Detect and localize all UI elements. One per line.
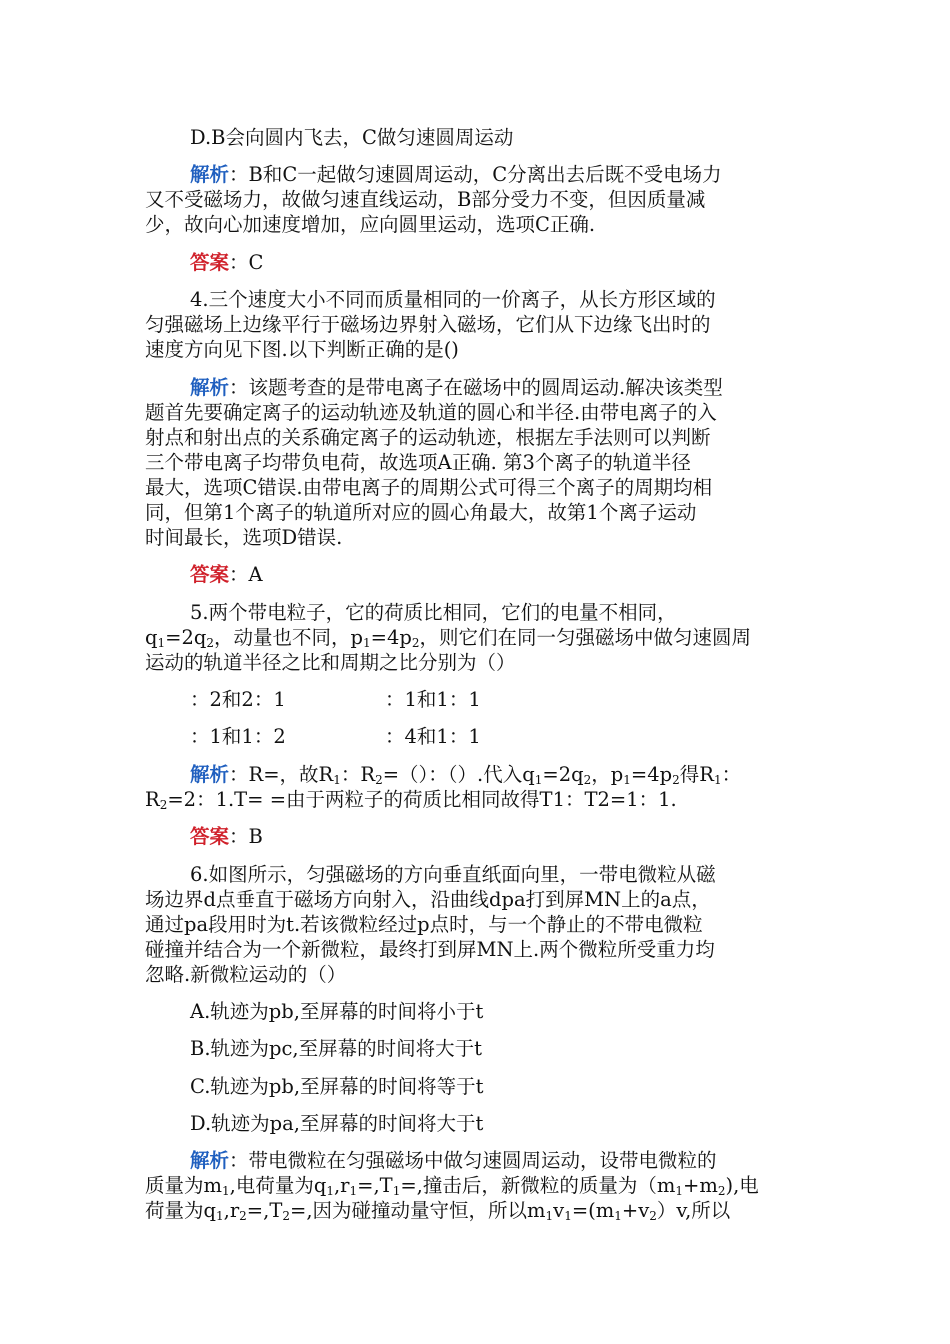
question-line: 碰撞并结合为一个新微粒，最终打到屏MN上.两个微粒所受重力均 bbox=[145, 938, 715, 961]
text-line: 质量为$m_1$,电荷量为$q_1,r_1=,T_1=$,撞击后，新微粒的质量为$(m_1+m_2)$,电 bbox=[145, 1174, 759, 1198]
question-line: $q_1=2q_2$，动量也不同，$p_1=4p_2$，则它们在同一匀强磁场中做匀速圆周 bbox=[145, 626, 752, 650]
analysis-label: 解析 bbox=[190, 763, 230, 786]
answer-label: 答案 bbox=[190, 563, 230, 586]
option-c: ：1和1：2 bbox=[190, 725, 286, 748]
text-line: 三个带电离子均带负电荷，故选项A正确. 第3个离子的轨道半径 bbox=[145, 451, 691, 474]
text-line: 射点和射出点的关系确定离子的运动轨迹，根据左手法则可以判断 bbox=[145, 426, 711, 449]
question-line: 忽略.新微粒运动的（） bbox=[145, 963, 347, 986]
question-line: 通过pa段用时为t.若该微粒经过p点时，与一个静止的不带电微粒 bbox=[145, 913, 703, 936]
analysis-line: 解析：R=，故$R_1$：$R_2=()$：（）.代入$q_1=2q_2$，$p_1=4p_2$得$R_1$： bbox=[190, 763, 742, 787]
question-line: 5.两个带电粒子，它的荷质比相同，它们的电量不相同， bbox=[190, 601, 677, 624]
option-line: C.轨迹为pb,至屏幕的时间将等于t bbox=[190, 1075, 484, 1098]
text-line: 又不受磁场力，故做匀速直线运动，B部分受力不变，但因质量减 bbox=[145, 188, 706, 211]
text-line: 荷量为$q_1,r_2=,T_2=$,因为碰撞动量守恒，所以$m_1v_1=(m_1+v_2)v$,所以 bbox=[145, 1199, 731, 1223]
option-line: D.轨迹为pa,至屏幕的时间将大于t bbox=[190, 1112, 484, 1135]
text-line: $R_2=2$：1.T= =由于两粒子的荷质比相同故得T1：T2=1：1. bbox=[145, 788, 677, 812]
option-a: ：2和2：1 bbox=[190, 688, 286, 711]
option-d-line: D.B会向圆内飞去，C做匀速圆周运动 bbox=[190, 126, 514, 149]
question-line: 运动的轨道半径之比和周期之比分别为（） bbox=[145, 651, 516, 674]
question-line: 4.三个速度大小不同而质量相同的一价离子，从长方形区域的 bbox=[190, 288, 716, 311]
text-line: 题首先要确定离子的运动轨迹及轨道的圆心和半径.由带电离子的入 bbox=[145, 401, 717, 424]
analysis-label: 解析 bbox=[190, 1149, 230, 1172]
answer-line: 答案：B bbox=[190, 825, 263, 848]
option-line: A.轨迹为pb,至屏幕的时间将小于t bbox=[190, 1000, 484, 1023]
question-line: 速度方向见下图.以下判断正确的是() bbox=[145, 338, 459, 361]
analysis-line: 解析：该题考查的是带电离子在磁场中的圆周运动.解决该类型 bbox=[190, 376, 723, 399]
answer-label: 答案 bbox=[190, 825, 230, 848]
text-line: 时间最长，选项D错误. bbox=[145, 526, 343, 549]
answer-label: 答案 bbox=[190, 251, 230, 274]
analysis-label: 解析 bbox=[190, 163, 230, 186]
analysis-line: 解析：带电微粒在匀强磁场中做匀速圆周运动，设带电微粒的 bbox=[190, 1149, 717, 1172]
text-line: 少，故向心加速度增加，应向圆里运动，选项C正确. bbox=[145, 213, 596, 236]
question-line: 匀强磁场上边缘平行于磁场边界射入磁场，它们从下边缘飞出时的 bbox=[145, 313, 711, 336]
option-d: ：4和1：1 bbox=[385, 725, 481, 748]
answer-line: 答案：C bbox=[190, 251, 264, 274]
analysis-line: 解析：B和C一起做匀速圆周运动，C分离出去后既不受电场力 bbox=[190, 163, 722, 186]
question-line: 6.如图所示，匀强磁场的方向垂直纸面向里，一带电微粒从磁 bbox=[190, 863, 716, 886]
option-line: B.轨迹为pc,至屏幕的时间将大于t bbox=[190, 1037, 482, 1060]
text-line: 同，但第1个离子的轨道所对应的圆心角最大，故第1个离子运动 bbox=[145, 501, 697, 524]
answer-line: 答案：A bbox=[190, 563, 263, 586]
option-b: ：1和1：1 bbox=[385, 688, 481, 711]
analysis-label: 解析 bbox=[190, 376, 230, 399]
question-line: 场边界d点垂直于磁场方向射入，沿曲线dpa打到屏MN上的a点， bbox=[145, 888, 711, 911]
text-line: 最大，选项C错误.由带电离子的周期公式可得三个离子的周期均相 bbox=[145, 476, 713, 499]
